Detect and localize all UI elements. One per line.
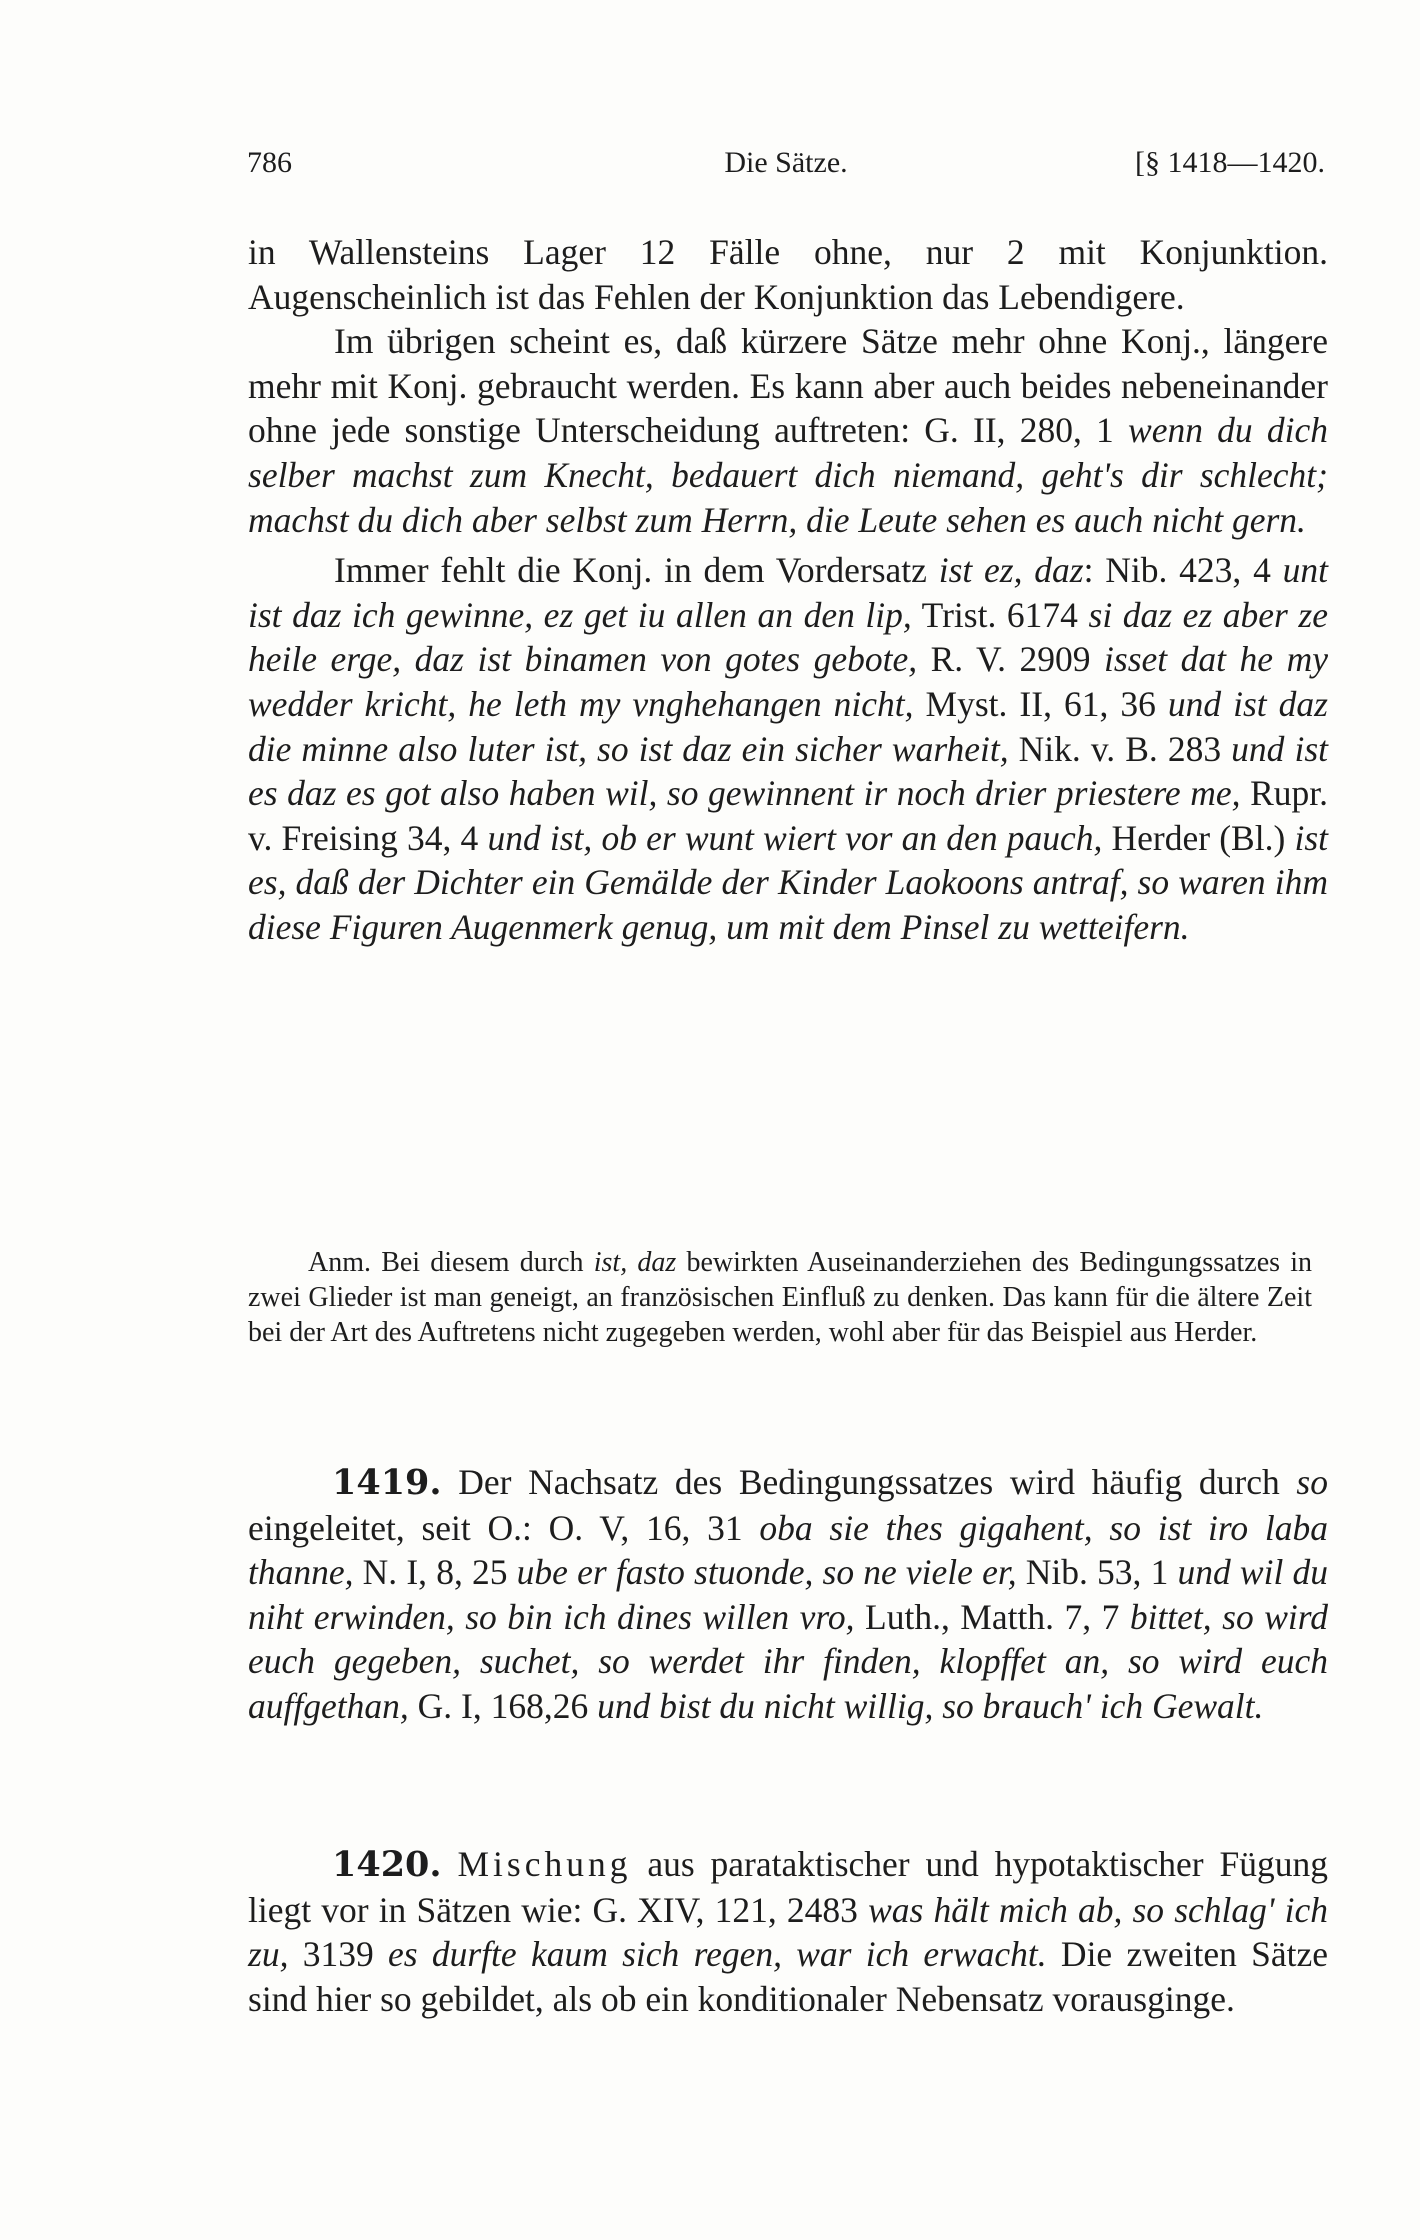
citation-example: oba sie thes gigahent, so ist iro laba thanne, xyxy=(248,1507,1329,1593)
spaced-term: Mischung xyxy=(457,1844,632,1884)
note-example: ist, daz xyxy=(593,1247,677,1278)
citation-example: so xyxy=(1296,1462,1328,1502)
citation-example: ube er fasto stuonde, so ne viele er, xyxy=(516,1552,1017,1593)
citation-source: Rupr. v. Freising 34, 4 xyxy=(248,773,1328,858)
running-header xyxy=(247,146,1325,186)
running-title: Die Sätze. xyxy=(724,146,848,179)
note-label: Anm. xyxy=(308,1247,371,1278)
citation-source: Nik. v. B. 283 xyxy=(1008,728,1232,769)
citation-example: ist es, daß der Dichter ein Gemälde der Kinder Laokoons antraf, so waren ihm diese Figuren Augenmerk genug, um mit dem Pinsel zu wetteifern. xyxy=(248,817,1329,947)
page-number: 786 xyxy=(247,146,292,179)
section-range: [§ 1418—1420. xyxy=(1135,146,1325,179)
citation-source: Luth., Matth. 7, 7 xyxy=(854,1596,1130,1637)
citation-example: es durfte kaum sich regen, war ich erwacht. xyxy=(388,1934,1047,1975)
paragraph-wallenstein xyxy=(248,230,1328,319)
citation-source: eingeleitet, seit O.: O. V, 16, 31 xyxy=(248,1507,760,1548)
citation-example: unt ist daz ich gewinne, ez get iu allen an den lip, xyxy=(248,550,1328,635)
citation-example: und ist, ob er wunt wiert vor an den pauch, xyxy=(487,817,1103,858)
citation-example: wenn du dich selber machst zum Knecht, bedauert dich niemand, geht's dir schlecht; machst du dich aber selbst zum Herrn, die Leute sehen es auch nicht gern. xyxy=(248,410,1328,540)
citation-example: si daz ez aber ze heile erge, daz ist binamen von gotes gebote, xyxy=(248,594,1328,680)
paragraph-konj-length xyxy=(248,319,1328,542)
citation-source: 3139 xyxy=(288,1934,389,1975)
paragraph-vordersatz xyxy=(248,548,1328,949)
citation-example: ist ez, daz xyxy=(938,550,1084,591)
citation-source: Myst. II, 61, 36 xyxy=(913,683,1168,724)
citation-source: Trist. 6174 xyxy=(911,594,1089,635)
paragraph-text: in Wallensteins Lager 12 Fälle ohne, nur 2 mit Konjunktion. Augenscheinlich ist das Fehlen der Konjunktion das Lebendigere. xyxy=(248,232,1328,317)
body-text-top xyxy=(248,230,1328,950)
citation-source: N. I, 8, 25 xyxy=(353,1552,517,1593)
paragraph-text: aus parataktischer und hypotaktischer Fügung liegt vor in Sätzen wie: G. XIV, 121, 2483 xyxy=(248,1844,1328,1930)
paragraph-text: Im übrigen scheint es, daß kürzere Sätze mehr ohne Konj., längere mehr mit Konj. gebraucht werden. Es kann aber auch beides nebeneinander ohne jede sonstige Unterscheidung auftreten: G. II, 280, 1 xyxy=(248,321,1328,451)
paragraph-text: Die zweiten Sätze sind hier so gebildet, als ob ein konditionaler Nebensatz vorausginge. xyxy=(248,1934,1329,2019)
citation-example: und ist es daz es got also haben wil, so gewinnent ir noch drier priestere me, xyxy=(248,728,1329,814)
section-1419-paragraph xyxy=(248,1460,1328,1729)
citation-source: Nib. 53, 1 xyxy=(1016,1552,1178,1593)
citation-example: und bist du nicht willig, so brauch' ich Gewalt. xyxy=(597,1685,1264,1726)
paragraph-text: Immer fehlt die Konj. in dem Vordersatz xyxy=(334,550,939,591)
section-1420-paragraph xyxy=(248,1842,1328,2021)
section-number: 1420. xyxy=(332,1844,442,1885)
section-number: 1419. xyxy=(332,1462,442,1503)
note-text: bewirkten Auseinanderziehen des Bedingungssatzes in zwei Glieder ist man geneigt, an französischen Einfluß zu denken. Das kann für die ältere Zeit bei der Art des Auftretens nicht zugegeben werden, wohl aber für das Beispiel aus Herder. xyxy=(248,1247,1312,1348)
citation-source: R. V. 2909 xyxy=(917,639,1105,680)
paragraph-text: Der Nachsatz des Bedingungssatzes wird häufig durch xyxy=(441,1462,1297,1502)
section-1420 xyxy=(248,1842,1328,2021)
citation-example: was hält mich ab, so schlag' ich zu, xyxy=(248,1889,1328,1975)
citation-example: und wil du niht erwinden, so bin ich dines willen vro, xyxy=(248,1552,1329,1637)
note-text: Bei diesem durch xyxy=(371,1247,594,1278)
section-1419 xyxy=(248,1460,1328,1729)
footnote-anm xyxy=(248,1245,1312,1350)
citation-source: : Nib. 423, 4 xyxy=(1083,550,1283,591)
citation-source: Herder (Bl.) xyxy=(1102,817,1295,858)
citation-example: und ist daz die minne also luter ist, so ist daz ein sicher warheit, xyxy=(248,683,1328,769)
citation-source: G. I, 168,26 xyxy=(408,1685,598,1726)
citation-example: isset dat he my wedder kricht, he leth my vnghehangen nicht, xyxy=(248,639,1328,724)
citation-example: bittet, so wird euch gegeben, suchet, so werdet ihr finden, klopffet an, so wird euch auffgethan, xyxy=(248,1596,1328,1726)
